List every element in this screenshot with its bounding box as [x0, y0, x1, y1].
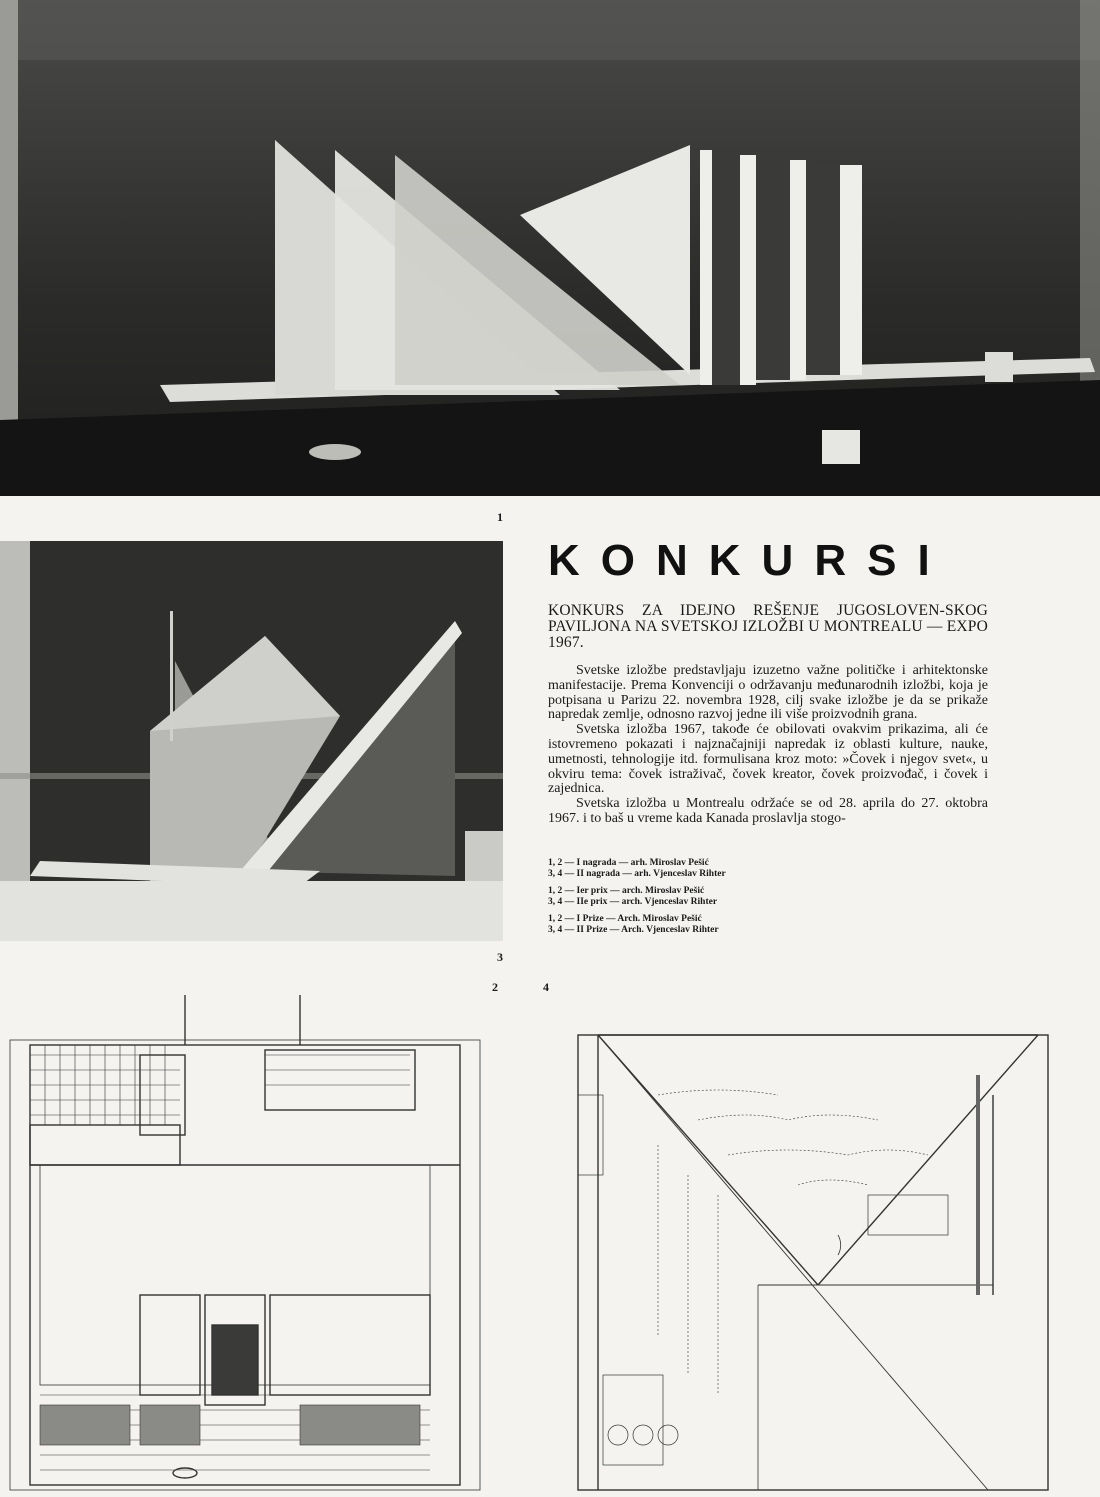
caption-line: 1, 2 — I nagrada — arh. Miroslav Pešić — [548, 858, 709, 868]
figure-captions — [548, 858, 848, 942]
caption-line: 3, 4 — II nagrada — arh. Vjenceslav Rihter — [548, 868, 726, 879]
paragraph: Svetske izložbe predstavljaju izuzetno važne političke i arhitektonske manifestacije. Prema Konvenciji o održavanju međunarodnih izložbi, koja je potpisana u Parizu 22. novembra 1928, cilj svake izložbe je da se prikaže napredak zemlje, odnosno razvoj jedne ili više proizvodnih grana. — [548, 663, 988, 723]
floor-plan-2 — [0, 995, 500, 1497]
floor-plan-4 — [548, 995, 1100, 1497]
article-body — [548, 664, 988, 827]
caption-line: 3, 4 — IIe prix — arch. Vjenceslav Rihter — [548, 896, 718, 907]
paragraph: Svetska izložba u Montrealu održaće se od 28. aprila do 27. oktobra 1967. i to baš u vreme kada Kanada proslavlja stogo- — [548, 796, 988, 826]
photo-pavilion-model-3 — [0, 541, 503, 941]
caption-line: 3, 4 — II Prize — Arch. Vjenceslav Rihter — [548, 924, 719, 935]
figure-number-3: 3 — [497, 950, 503, 964]
caption-group-serbian — [548, 858, 848, 879]
article-subtitle: KONKURS ZA IDEJNO REŠENJE JUGOSLOVEN-SKOG PAVILJONA NA SVETSKOJ IZLOŽBI U MONTREALU — EXPO 1967. — [548, 602, 988, 651]
caption-group-french — [548, 886, 848, 907]
caption-line: 1, 2 — I Prize — Arch. Miroslav Pešić — [548, 914, 702, 924]
caption-line: 1, 2 — Ier prix — arch. Miroslav Pešić — [548, 886, 705, 896]
figure-number-1: 1 — [497, 510, 503, 524]
figure-number-4: 4 — [543, 980, 549, 994]
caption-group-english — [548, 914, 848, 935]
figure-number-2: 2 — [492, 980, 498, 994]
photo-pavilion-model-1 — [0, 0, 1100, 496]
paragraph: Svetska izložba 1967, takođe će obilovati ovakvim prikazima, ali će istovremeno pokazati i najznačajniji napredak iz oblasti kulture, nauke, umetnosti, tehnologije itd. formulisana kroz moto: »Čovek i njegov svet«, u okviru tema: čovek istraživač, čovek kreator, čovek proizvođač, i čovek i zajednica. — [548, 722, 988, 797]
page-title: KONKURSI — [548, 536, 951, 585]
